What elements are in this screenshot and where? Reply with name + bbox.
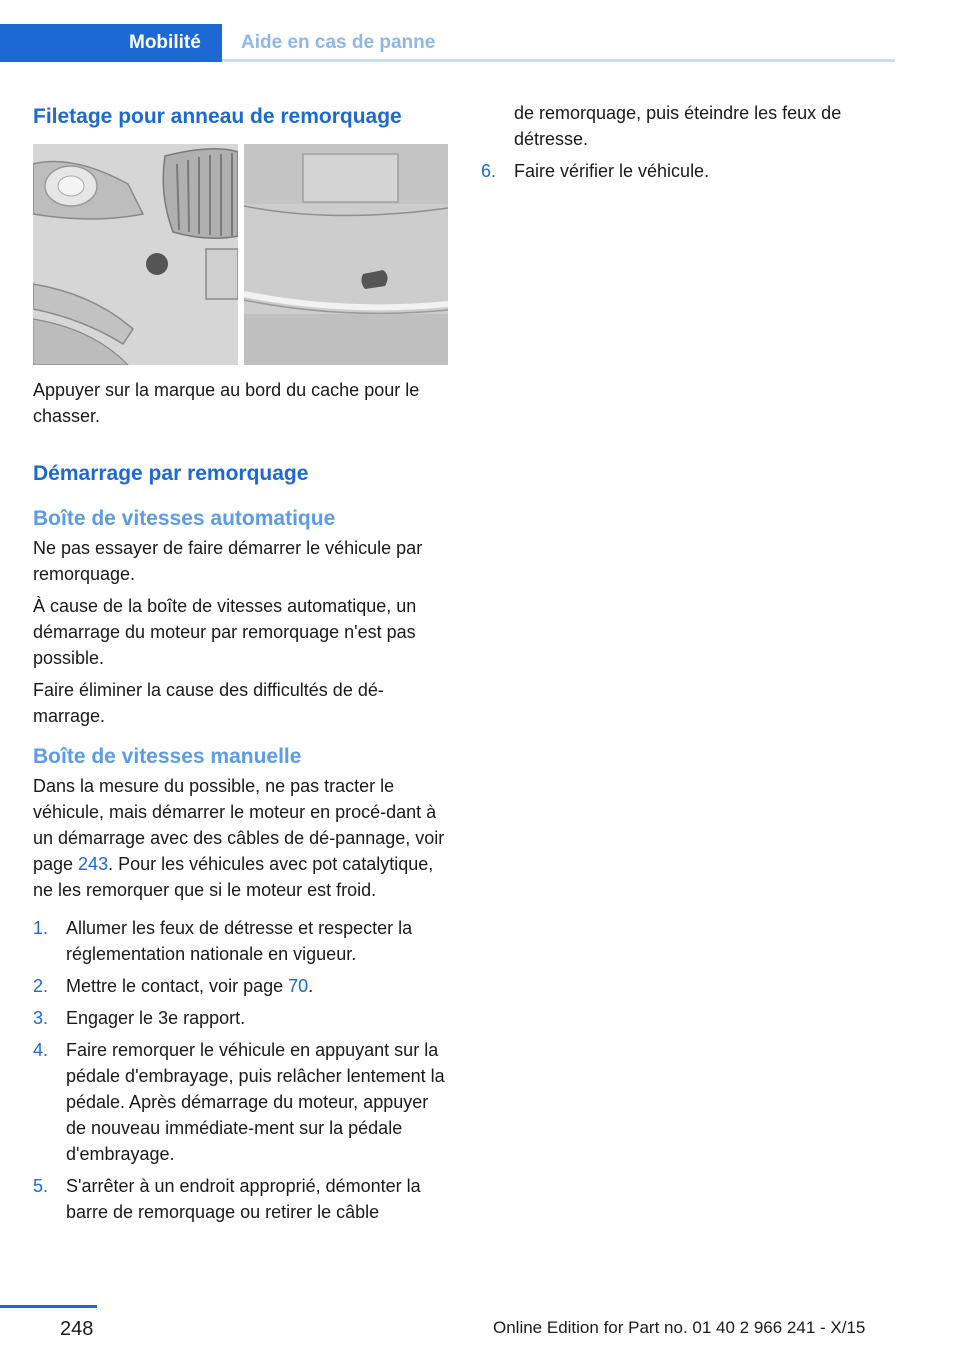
heading-boite-manuelle: Boîte de vitesses manuelle	[33, 745, 302, 768]
list-item-step-3	[33, 1005, 449, 1031]
edition-info: Online Edition for Part no. 01 40 2 966 241 - X/15	[493, 1318, 866, 1337]
tab-section-aide-panne[interactable]: Aide en cas de panne	[241, 32, 436, 53]
towing-steps-list	[33, 915, 449, 1225]
page-number: 248	[60, 1318, 94, 1340]
auto-paragraph-2: À cause de la boîte de vitesses automatique, un démarrage du moteur par remorquage n'est pas possible.	[33, 596, 417, 668]
step-number: 6.	[481, 161, 497, 181]
manual-text-after: . Pour les véhicules avec pot catalytique, ne les remorquer que si le moteur est froid.	[33, 854, 434, 900]
step-text: S'arrêter à un endroit approprié, démonter la barre de remorquage ou retirer le câble	[66, 1176, 421, 1222]
manual-paragraph	[33, 773, 449, 903]
list-item-step-4	[33, 1037, 449, 1167]
manual-text-before: Dans la mesure du possible, ne pas tracter le véhicule, mais démarrer le moteur en procé‐dant à un démarrage avec des câbles de dé‐pannage, voir page	[33, 776, 445, 874]
step-number: 2.	[33, 976, 49, 996]
step-text: Allumer les feux de détresse et respecter la réglementation nationale en vigueur.	[66, 918, 413, 964]
step-text: Engager le 3e rapport.	[66, 1008, 246, 1028]
footer-accent-line	[0, 1305, 97, 1308]
list-item-step-5	[33, 1173, 449, 1225]
page-link-70[interactable]: 70	[288, 976, 309, 996]
list-item-step-6	[481, 158, 897, 184]
step-text: Mettre le contact, voir page	[66, 976, 289, 996]
list-item-step-5-continued	[481, 100, 897, 152]
header-underline	[222, 59, 895, 62]
step-text: Faire remorquer le véhicule en appuyant sur la pédale d'embrayage, puis relâcher lentement la pédale. Après démarrage du moteur, appuyer de nouveau immédiate‐ment sur la pédale d'embrayage.	[66, 1040, 445, 1164]
bumper-cover-image	[33, 144, 448, 365]
step-number: 4.	[33, 1040, 49, 1060]
filetage-instruction: Appuyer sur la marque au bord du cache pour le chasser.	[33, 380, 420, 426]
towing-steps-continued	[481, 100, 897, 184]
heading-filetage: Filetage pour anneau de remorquage	[33, 105, 402, 128]
heading-demarrage-remorquage: Démarrage par remorquage	[33, 462, 309, 485]
towing-eye-thread-illustration	[33, 144, 448, 365]
left-column	[33, 100, 449, 1231]
auto-paragraph-3: Faire éliminer la cause des difficultés de dé‐marrage.	[33, 680, 384, 726]
heading-boite-automatique: Boîte de vitesses automatique	[33, 507, 336, 530]
list-item-step-2	[33, 973, 449, 999]
header-tabs	[0, 24, 895, 62]
step-text: de remorquage, puis éteindre les feux de détresse.	[514, 103, 842, 149]
step-number: 3.	[33, 1008, 49, 1028]
page-link-243[interactable]: 243	[78, 854, 109, 874]
list-item-step-1	[33, 915, 449, 967]
tab-chapter-mobilite[interactable]: Mobilité	[0, 24, 222, 62]
step-number: 1.	[33, 918, 49, 938]
auto-paragraph-1: Ne pas essayer de faire démarrer le véhicule par remorquage.	[33, 538, 423, 584]
step-text: Faire vérifier le véhicule.	[514, 161, 710, 181]
step-number: 5.	[33, 1176, 49, 1196]
step-text-end: .	[308, 976, 314, 996]
right-column	[481, 100, 897, 190]
